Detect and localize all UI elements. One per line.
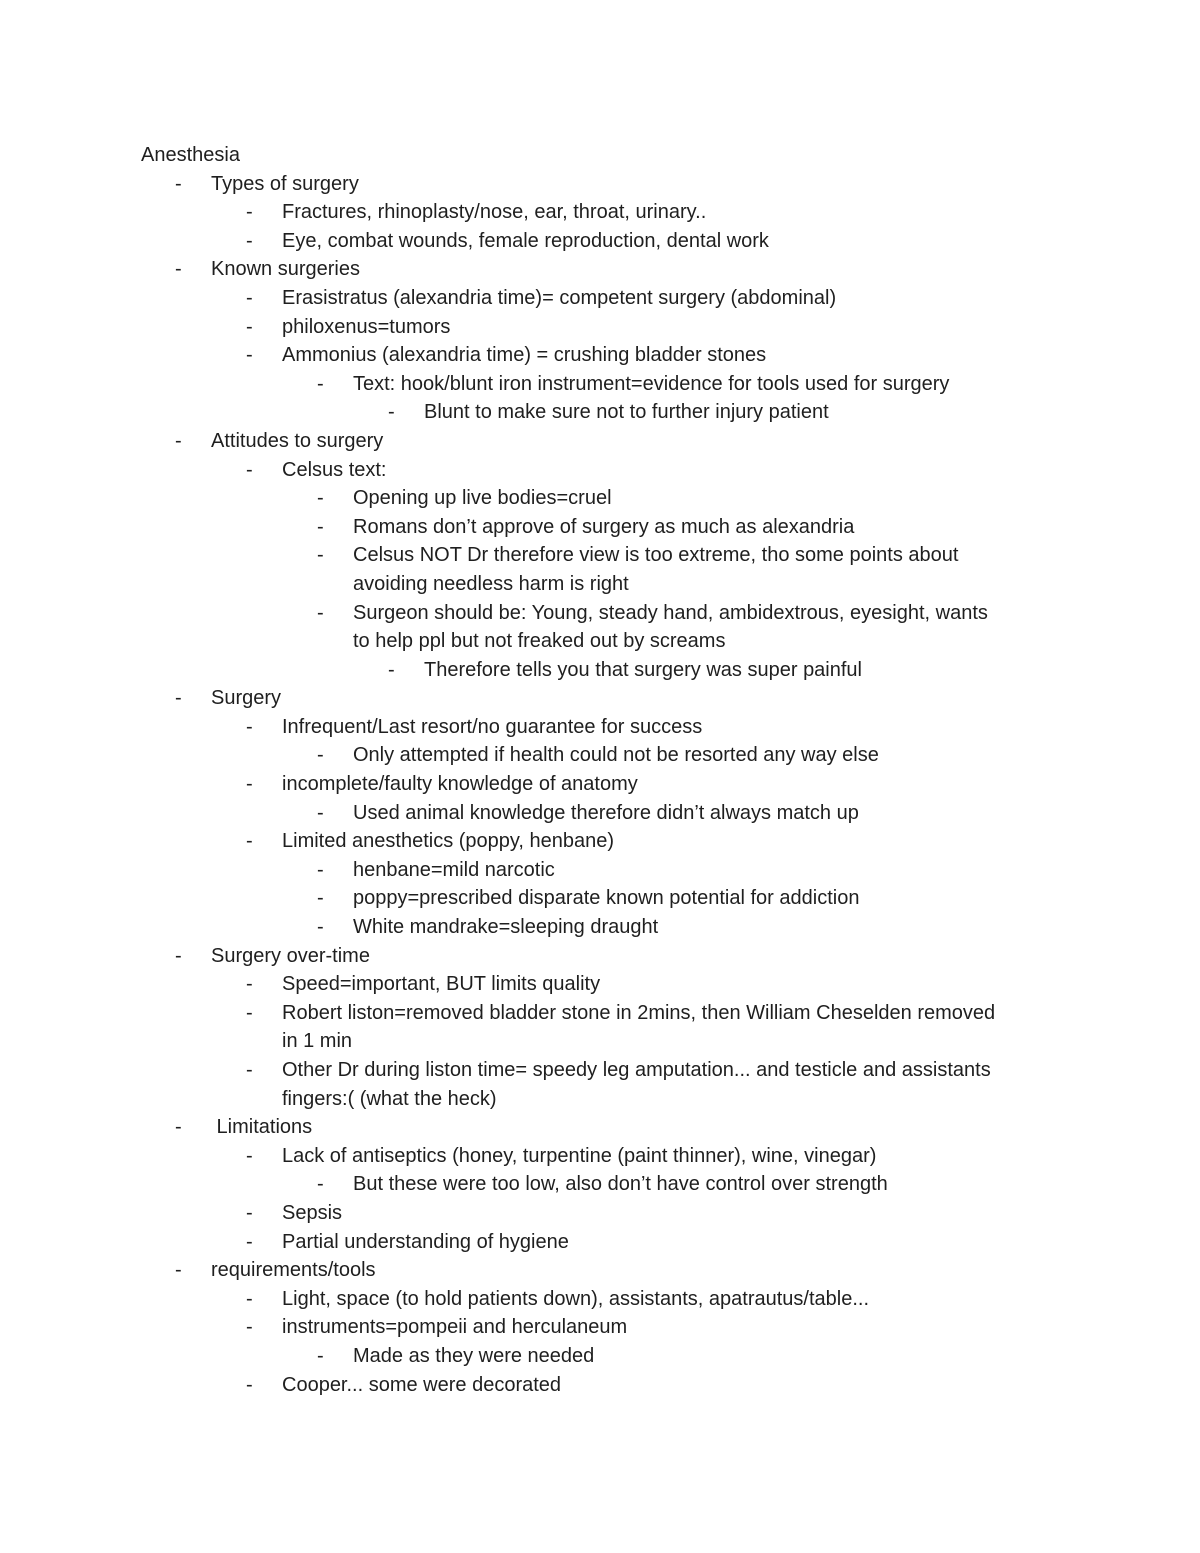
list-item [0,1342,1200,1371]
bullet-dash: - [246,1001,253,1024]
bullet-dash: - [175,944,182,967]
list-item-text: in 1 min [282,1030,353,1053]
list-item-text: But these were too low, also don’t have control over strength [353,1173,888,1196]
list-item-text: Types of surgery [211,172,359,195]
bullet-dash: - [246,1144,253,1167]
list-item [0,970,1200,999]
list-item-text: incomplete/faulty knowledge of anatomy [282,773,638,796]
list-item-text: Speed=important, BUT limits quality [282,973,601,996]
list-item-text: avoiding needless harm is right [353,572,629,595]
list-item-text: Light, space (to hold patients down), assistants, apatrautus/table... [282,1287,870,1310]
bullet-dash: - [175,172,182,195]
list-item-continuation [0,1027,1200,1056]
list-item-text: Cooper... some were decorated [282,1373,562,1396]
bullet-dash: - [317,916,324,939]
list-item [0,827,1200,856]
list-item-text: requirements/tools [211,1259,376,1282]
list-item [0,1285,1200,1314]
list-item-text: Celsus text: [282,458,387,481]
list-item [0,456,1200,485]
document-title: Anesthesia [141,144,240,166]
list-item [0,799,1200,828]
list-item-text: henbane=mild narcotic [353,858,555,881]
bullet-dash: - [175,1116,182,1139]
list-item-text: Text: hook/blunt iron instrument=evidence for tools used for surgery [353,372,950,395]
bullet-dash: - [317,601,324,624]
bullet-dash: - [246,715,253,738]
list-item-continuation [0,1085,1200,1114]
list-item-text: Eye, combat wounds, female reproduction, dental work [282,229,769,252]
list-item [0,198,1200,227]
list-item [0,713,1200,742]
list-item-text: Sepsis [282,1201,343,1224]
bullet-dash: - [246,286,253,309]
bullet-dash: - [246,1230,253,1253]
bullet-dash: - [317,744,324,767]
bullet-dash: - [246,458,253,481]
list-item [0,398,1200,427]
list-item [0,999,1200,1028]
list-item [0,170,1200,199]
list-item-text: Infrequent/Last resort/no guarantee for success [282,715,703,738]
list-item [0,1228,1200,1257]
list-item [0,1170,1200,1199]
list-item-text: Made as they were needed [353,1344,595,1367]
list-item-text: Therefore tells you that surgery was super painful [424,658,862,681]
list-item-text: Fractures, rhinoplasty/nose, ear, throat, urinary.. [282,201,707,224]
list-item-text: Only attempted if health could not be resorted any way else [353,744,879,767]
list-item [0,913,1200,942]
bullet-dash: - [246,315,253,338]
list-item-text: instruments=pompeii and herculaneum [282,1316,628,1339]
bullet-dash: - [246,201,253,224]
list-item-text: Celsus NOT Dr therefore view is too extreme, tho some points about [353,544,959,567]
list-item-continuation [0,570,1200,599]
bullet-dash: - [246,229,253,252]
list-item [0,684,1200,713]
list-item-text: Other Dr during liston time= speedy leg amputation... and testicle and assistants [282,1059,991,1081]
list-item [0,513,1200,542]
list-item-text: fingers:( (what the heck) [282,1087,497,1110]
bullet-dash: - [388,401,395,424]
list-item [0,1313,1200,1342]
list-item [0,313,1200,342]
list-item-text: Used animal knowledge therefore didn’t always match up [353,801,859,824]
list-item [0,1199,1200,1228]
bullet-dash: - [175,1259,182,1282]
list-item [0,1142,1200,1171]
list-item-text: Blunt to make sure not to further injury patient [424,401,829,424]
bullet-dash: - [175,429,182,452]
list-item [0,484,1200,513]
bullet-dash: - [175,258,182,281]
bullet-dash: - [317,801,324,824]
list-item [0,942,1200,971]
list-item-text: Opening up live bodies=cruel [353,487,612,510]
list-item-text: Robert liston=removed bladder stone in 2mins, then William Cheselden removed [282,1001,996,1024]
list-item-text: White mandrake=sleeping draught [353,916,659,939]
bullet-dash: - [175,687,182,710]
bullet-dash: - [388,658,395,681]
list-item-text: Limited anesthetics (poppy, henbane) [282,830,615,853]
list-item [0,341,1200,370]
list-item [0,284,1200,313]
bullet-dash: - [317,858,324,881]
list-item [0,1113,1200,1142]
list-item [0,741,1200,770]
list-item-text: poppy=prescribed disparate known potential for addiction [353,887,860,910]
list-item [0,1056,1200,1085]
list-item [0,656,1200,685]
bullet-dash: - [246,1373,253,1396]
list-item-text: to help ppl but not freaked out by screams [353,630,726,653]
list-item-text: philoxenus=tumors [282,315,451,338]
list-item [0,1256,1200,1285]
bullet-dash: - [317,372,324,395]
bullet-dash: - [246,1316,253,1339]
bullet-dash: - [246,830,253,853]
bullet-dash: - [317,487,324,510]
list-item [0,427,1200,456]
bullet-dash: - [317,887,324,910]
list-item-text: Attitudes to surgery [211,429,384,452]
bullet-dash: - [246,973,253,996]
bullet-dash: - [317,1173,324,1196]
bullet-dash: - [317,515,324,538]
bullet-dash: - [246,1287,253,1310]
bullet-dash: - [317,544,324,567]
list-item-text: Partial understanding of hygiene [282,1230,569,1253]
list-item [0,599,1200,628]
bullet-dash: - [246,1059,253,1081]
list-item-text: Romans don’t approve of surgery as much as alexandria [353,515,855,538]
bullet-dash: - [246,344,253,367]
list-item [0,884,1200,913]
bullet-dash: - [246,1201,253,1224]
list-item-continuation [0,627,1200,656]
list-item [0,255,1200,284]
list-item [0,1371,1200,1400]
list-item [0,856,1200,885]
list-item-text: Erasistratus (alexandria time)= competent surgery (abdominal) [282,286,837,309]
list-item-text: Ammonius (alexandria time) = crushing bladder stones [282,344,767,367]
list-item [0,370,1200,399]
list-item [0,541,1200,570]
list-item-text: Surgery over-time [211,944,370,967]
list-item-text: Known surgeries [211,258,360,281]
outline-list [0,170,1200,1400]
list-item [0,770,1200,799]
bullet-dash: - [246,773,253,796]
list-item-text: Surgery [211,687,282,710]
list-item-text: Limitations [211,1116,313,1139]
list-item-text: Surgeon should be: Young, steady hand, ambidextrous, eyesight, wants [353,601,988,624]
list-item [0,227,1200,256]
list-item-text: Lack of antiseptics (honey, turpentine (paint thinner), wine, vinegar) [282,1144,877,1167]
bullet-dash: - [317,1344,324,1367]
